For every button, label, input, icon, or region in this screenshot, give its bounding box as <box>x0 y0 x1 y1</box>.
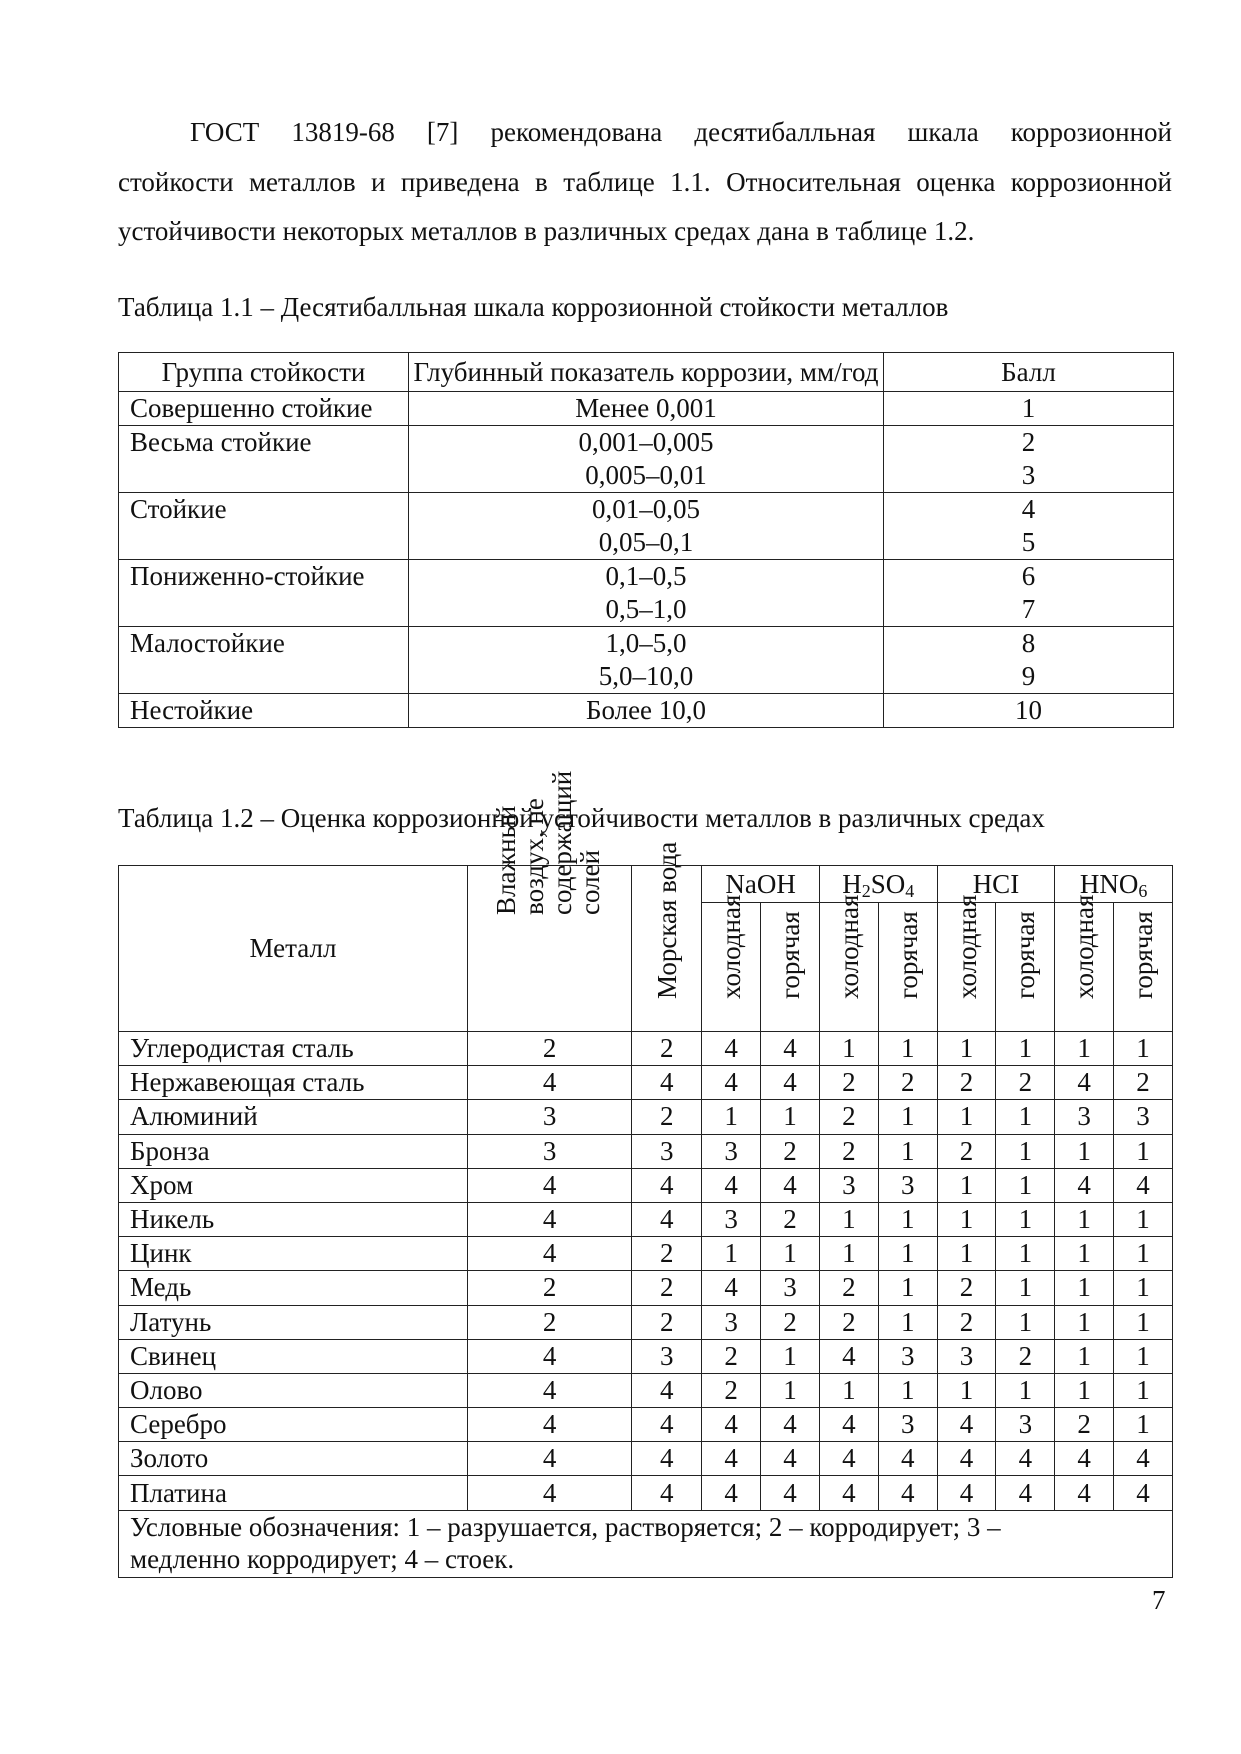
header-hot <box>1114 903 1173 1032</box>
cell-rating: 4 <box>761 1476 820 1510</box>
cell-rating: 3 <box>1055 1100 1114 1134</box>
cell-rating: 4 <box>632 1168 702 1202</box>
cell-rating: 4 <box>819 1476 878 1510</box>
cell-rating: 1 <box>996 1305 1055 1339</box>
cell-metal: Свинец <box>119 1339 468 1373</box>
cell-rating: 1 <box>1055 1134 1114 1168</box>
cell-rating: 4 <box>632 1066 702 1100</box>
cell-rating: 1 <box>1114 1237 1173 1271</box>
cell-rating: 1 <box>878 1373 937 1407</box>
cell-rating: 4 <box>937 1442 996 1476</box>
cell-rating: 1 <box>937 1168 996 1202</box>
intro-line: ГОСТ 13819-68 [7] рекомендована десятибалльная шкала коррозионной <box>190 117 1172 147</box>
cell-rating: 1 <box>996 1237 1055 1271</box>
cell-depth-range <box>409 426 884 493</box>
header-group: Группа стойкости <box>119 353 409 392</box>
cell-rating: 2 <box>996 1066 1055 1100</box>
cell-rating: 2 <box>1055 1408 1114 1442</box>
cell-rating: 3 <box>702 1305 761 1339</box>
cell-score <box>884 493 1174 560</box>
cell-rating: 4 <box>702 1032 761 1066</box>
cell-rating: 4 <box>996 1476 1055 1510</box>
cell-rating: 3 <box>702 1134 761 1168</box>
header-naoh: NaOH <box>702 866 820 903</box>
corrosion-scale-table <box>118 352 1174 728</box>
cell-rating: 4 <box>1114 1168 1173 1202</box>
range-value: 0,01–0,05 <box>592 494 700 524</box>
header-hot <box>996 903 1055 1032</box>
header-hot-text: горячая <box>892 911 923 999</box>
cell-rating: 1 <box>1114 1202 1173 1236</box>
score-value: 1 <box>1021 393 1036 423</box>
score-value: 10 <box>1015 695 1042 725</box>
header-sea-water <box>632 841 702 1032</box>
cell-rating: 4 <box>1055 1168 1114 1202</box>
cell-rating: 2 <box>761 1202 820 1236</box>
table-row <box>119 426 1174 493</box>
range-value: Менее 0,001 <box>575 393 717 423</box>
cell-rating: 4 <box>761 1408 820 1442</box>
cell-rating: 4 <box>1055 1476 1114 1510</box>
cell-rating: 2 <box>761 1305 820 1339</box>
header-score: Балл <box>884 353 1174 392</box>
cell-metal: Олово <box>119 1373 468 1407</box>
header-cold-text: холодная <box>833 894 864 999</box>
cell-rating: 3 <box>467 1100 631 1134</box>
header-cold <box>702 894 761 1032</box>
cell-rating: 2 <box>467 1305 631 1339</box>
cell-rating: 1 <box>1114 1032 1173 1066</box>
cell-rating: 2 <box>632 1271 702 1305</box>
legend-line: Условные обозначения: 1 – разрушается, растворяется; 2 – корродирует; 3 – <box>130 1511 1001 1542</box>
header-cold-text: холодная <box>716 894 747 999</box>
table-row <box>119 1373 1173 1407</box>
header-cold-text: холодная <box>1069 894 1100 999</box>
cell-rating: 4 <box>761 1032 820 1066</box>
cell-rating: 4 <box>819 1339 878 1373</box>
cell-rating: 4 <box>1055 1442 1114 1476</box>
score-value: 6 <box>1021 561 1036 591</box>
score-value: 2 <box>1021 427 1036 457</box>
header-hci: HCI <box>937 866 1055 903</box>
cell-rating: 4 <box>937 1476 996 1510</box>
cell-depth-range <box>409 694 884 728</box>
table-row <box>119 1202 1173 1236</box>
header-sea-water-text: Морская вода <box>651 841 682 999</box>
cell-rating: 4 <box>819 1408 878 1442</box>
cell-rating: 4 <box>702 1408 761 1442</box>
header-hot <box>878 903 937 1032</box>
cell-rating: 2 <box>632 1100 702 1134</box>
cell-rating: 1 <box>1055 1339 1114 1373</box>
cell-rating: 4 <box>937 1408 996 1442</box>
cell-rating: 1 <box>819 1032 878 1066</box>
cell-group: Нестойкие <box>119 694 409 728</box>
cell-metal: Медь <box>119 1271 468 1305</box>
cell-rating: 1 <box>819 1373 878 1407</box>
cell-rating: 4 <box>467 1237 631 1271</box>
cell-metal: Нержавеющая сталь <box>119 1066 468 1100</box>
cell-rating: 2 <box>761 1134 820 1168</box>
cell-rating: 1 <box>1114 1339 1173 1373</box>
cell-rating: 1 <box>878 1271 937 1305</box>
range-value: 0,001–0,005 <box>578 427 714 457</box>
cell-rating: 1 <box>878 1134 937 1168</box>
cell-rating: 4 <box>878 1476 937 1510</box>
table-row <box>119 392 1174 426</box>
cell-rating: 1 <box>1055 1305 1114 1339</box>
intro-paragraph <box>118 108 1172 257</box>
cell-rating: 3 <box>878 1168 937 1202</box>
cell-score <box>884 627 1174 694</box>
cell-rating: 4 <box>467 1476 631 1510</box>
cell-rating: 2 <box>467 1271 631 1305</box>
range-value: 1,0–5,0 <box>605 628 687 658</box>
cell-rating: 4 <box>702 1168 761 1202</box>
cell-rating: 3 <box>878 1339 937 1373</box>
cell-score <box>884 426 1174 493</box>
cell-rating: 3 <box>878 1408 937 1442</box>
cell-depth-range <box>409 627 884 694</box>
table-row <box>119 1237 1173 1271</box>
cell-rating: 2 <box>819 1271 878 1305</box>
header-hot <box>761 903 820 1032</box>
cell-rating: 4 <box>702 1476 761 1510</box>
cell-rating: 3 <box>702 1202 761 1236</box>
cell-rating: 1 <box>996 1100 1055 1134</box>
score-value: 4 <box>1021 494 1036 524</box>
cell-rating: 2 <box>819 1066 878 1100</box>
cell-rating: 1 <box>878 1100 937 1134</box>
cell-rating: 2 <box>996 1339 1055 1373</box>
cell-rating: 2 <box>1114 1066 1173 1100</box>
cell-rating: 2 <box>937 1271 996 1305</box>
table-row <box>119 1100 1173 1134</box>
cell-rating: 1 <box>761 1237 820 1271</box>
range-value: 0,05–0,1 <box>598 527 694 557</box>
cell-rating: 1 <box>1114 1373 1173 1407</box>
table-header-row <box>119 866 1173 903</box>
score-value: 8 <box>1021 628 1036 658</box>
cell-rating: 4 <box>1114 1442 1173 1476</box>
intro-line: устойчивости некоторых металлов в различных средах дана в таблице 1.2. <box>118 216 975 246</box>
cell-rating: 4 <box>467 1066 631 1100</box>
cell-rating: 1 <box>819 1237 878 1271</box>
cell-rating: 1 <box>1114 1408 1173 1442</box>
cell-group: Совершенно стойкие <box>119 392 409 426</box>
cell-rating: 3 <box>996 1408 1055 1442</box>
cell-metal: Цинк <box>119 1237 468 1271</box>
cell-rating: 2 <box>937 1305 996 1339</box>
header-h2so4: $H_2SO_4$ <box>819 866 937 903</box>
cell-rating: 2 <box>937 1134 996 1168</box>
page-number: 7 <box>1152 1585 1166 1615</box>
legend-line: медленно корродирует; 4 – стоек. <box>130 1543 515 1574</box>
cell-rating: 4 <box>632 1202 702 1236</box>
cell-rating: 1 <box>878 1202 937 1236</box>
cell-rating: 4 <box>996 1442 1055 1476</box>
table-row <box>119 1168 1173 1202</box>
cell-rating: 1 <box>996 1168 1055 1202</box>
cell-rating: 2 <box>937 1066 996 1100</box>
cell-group: Весьма стойкие <box>119 426 409 493</box>
cell-rating: 1 <box>878 1237 937 1271</box>
cell-score <box>884 560 1174 627</box>
cell-metal: Платина <box>119 1476 468 1510</box>
score-value: 5 <box>1021 527 1036 557</box>
cell-score <box>884 694 1174 728</box>
table-row <box>119 1476 1173 1510</box>
header-depth-index: Глубинный показатель коррозии, мм/год <box>409 353 884 392</box>
table-row <box>119 493 1174 560</box>
table-row <box>119 1442 1173 1476</box>
cell-rating: 4 <box>702 1271 761 1305</box>
cell-rating: 3 <box>632 1339 702 1373</box>
cell-rating: 4 <box>761 1168 820 1202</box>
cell-rating: 2 <box>467 1032 631 1066</box>
cell-rating: 1 <box>937 1237 996 1271</box>
table-row <box>119 1134 1173 1168</box>
cell-rating: 4 <box>632 1373 702 1407</box>
cell-rating: 1 <box>937 1032 996 1066</box>
cell-depth-range <box>409 493 884 560</box>
cell-rating: 1 <box>996 1134 1055 1168</box>
range-value: 5,0–10,0 <box>598 661 694 691</box>
cell-rating: 2 <box>819 1305 878 1339</box>
cell-rating: 1 <box>1055 1032 1114 1066</box>
cell-rating: 1 <box>996 1032 1055 1066</box>
cell-rating: 1 <box>1055 1202 1114 1236</box>
cell-rating: 1 <box>937 1202 996 1236</box>
table-row <box>119 560 1174 627</box>
cell-rating: 1 <box>1114 1305 1173 1339</box>
cell-rating: 1 <box>996 1202 1055 1236</box>
cell-metal: Алюминий <box>119 1100 468 1134</box>
cell-rating: 4 <box>702 1442 761 1476</box>
header-hot-text: горячая <box>775 911 806 999</box>
cell-group: Стойкие <box>119 493 409 560</box>
cell-rating: 4 <box>632 1476 702 1510</box>
table1-caption: Таблица 1.1 – Десятибалльная шкала коррозионной стойкости металлов <box>118 292 949 322</box>
cell-depth-range <box>409 392 884 426</box>
cell-group: Малостойкие <box>119 627 409 694</box>
header-hot-text: горячая <box>1010 911 1041 999</box>
header-humid-air-text: Влажный воздух, не содержащий солей <box>490 770 605 915</box>
cell-rating: 4 <box>467 1202 631 1236</box>
cell-rating: 2 <box>632 1237 702 1271</box>
cell-rating: 1 <box>996 1373 1055 1407</box>
cell-rating: 1 <box>1055 1271 1114 1305</box>
cell-metal: Хром <box>119 1168 468 1202</box>
table-row <box>119 694 1174 728</box>
table-header-row <box>119 353 1174 392</box>
cell-rating: 1 <box>1055 1237 1114 1271</box>
table2-caption: Таблица 1.2 – Оценка коррозионной устойчивости металлов в различных средах <box>118 803 1045 833</box>
cell-rating: 4 <box>761 1066 820 1100</box>
range-value: Более 10,0 <box>585 695 707 725</box>
header-hot-text: горячая <box>1128 911 1159 999</box>
legend-row <box>119 1510 1173 1577</box>
cell-metal: Серебро <box>119 1408 468 1442</box>
cell-metal: Золото <box>119 1442 468 1476</box>
cell-rating: 2 <box>878 1066 937 1100</box>
table-row <box>119 1339 1173 1373</box>
range-value: 0,005–0,01 <box>585 460 707 490</box>
cell-rating: 4 <box>761 1442 820 1476</box>
legend-note <box>119 1510 1173 1577</box>
table-row <box>119 1271 1173 1305</box>
cell-rating: 3 <box>937 1339 996 1373</box>
cell-rating: 1 <box>937 1100 996 1134</box>
range-value: 0,5–1,0 <box>605 594 687 624</box>
cell-depth-range <box>409 560 884 627</box>
cell-rating: 2 <box>702 1339 761 1373</box>
cell-rating: 3 <box>761 1271 820 1305</box>
cell-rating: 4 <box>1114 1476 1173 1510</box>
cell-rating: 4 <box>467 1168 631 1202</box>
cell-rating: 4 <box>632 1408 702 1442</box>
cell-rating: 4 <box>632 1442 702 1476</box>
cell-rating: 2 <box>819 1134 878 1168</box>
cell-rating: 1 <box>1055 1373 1114 1407</box>
cell-rating: 3 <box>467 1134 631 1168</box>
score-value: 9 <box>1021 661 1036 691</box>
cell-rating: 1 <box>1114 1134 1173 1168</box>
cell-rating: 3 <box>1114 1100 1173 1134</box>
cell-rating: 4 <box>702 1066 761 1100</box>
table-row <box>119 1066 1173 1100</box>
cell-rating: 2 <box>819 1100 878 1134</box>
header-humid-air <box>467 770 631 1032</box>
cell-rating: 3 <box>632 1134 702 1168</box>
header-metal: Металл <box>119 866 468 1032</box>
header-cold <box>937 894 996 1032</box>
cell-rating: 4 <box>467 1442 631 1476</box>
cell-group: Пониженно-стойкие <box>119 560 409 627</box>
cell-rating: 1 <box>878 1305 937 1339</box>
header-cold <box>819 894 878 1032</box>
table-row <box>119 1032 1173 1066</box>
cell-metal: Никель <box>119 1202 468 1236</box>
cell-rating: 1 <box>761 1339 820 1373</box>
range-value: 0,1–0,5 <box>605 561 687 591</box>
cell-score <box>884 392 1174 426</box>
cell-rating: 1 <box>819 1202 878 1236</box>
cell-metal: Углеродистая сталь <box>119 1032 468 1066</box>
cell-rating: 4 <box>467 1339 631 1373</box>
intro-line: стойкости металлов и приведена в таблице 1.1. Относительная оценка коррозионной <box>118 166 1172 197</box>
cell-rating: 1 <box>996 1271 1055 1305</box>
cell-rating: 4 <box>467 1373 631 1407</box>
table-row <box>119 627 1174 694</box>
header-cold-text: холодная <box>951 894 982 999</box>
table-row <box>119 1305 1173 1339</box>
cell-rating: 4 <box>878 1442 937 1476</box>
cell-rating: 1 <box>878 1032 937 1066</box>
cell-metal: Латунь <box>119 1305 468 1339</box>
cell-rating: 4 <box>1055 1066 1114 1100</box>
cell-rating: 2 <box>632 1305 702 1339</box>
cell-rating: 1 <box>1114 1271 1173 1305</box>
cell-rating: 4 <box>819 1442 878 1476</box>
cell-rating: 1 <box>761 1373 820 1407</box>
cell-rating: 1 <box>937 1373 996 1407</box>
cell-rating: 2 <box>702 1373 761 1407</box>
score-value: 3 <box>1021 460 1036 490</box>
cell-rating: 1 <box>702 1237 761 1271</box>
cell-rating: 4 <box>467 1408 631 1442</box>
cell-rating: 1 <box>761 1100 820 1134</box>
cell-rating: 2 <box>632 1032 702 1066</box>
header-cold <box>1055 894 1114 1032</box>
table-row <box>119 1408 1173 1442</box>
cell-metal: Бронза <box>119 1134 468 1168</box>
header-hno6: $HNO_6$ <box>1055 866 1173 903</box>
score-value: 7 <box>1021 594 1036 624</box>
cell-rating: 3 <box>819 1168 878 1202</box>
cell-rating: 1 <box>702 1100 761 1134</box>
